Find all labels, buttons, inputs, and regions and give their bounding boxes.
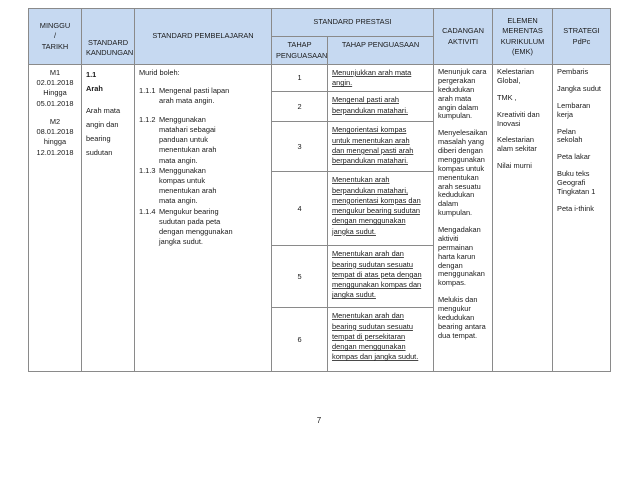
level-number: 6 — [272, 308, 328, 372]
sk-title: Arah — [86, 84, 103, 94]
header-tahap-penguasaan: TAHAP PENGUASAAN — [272, 37, 328, 65]
header-minggu: MINGGU / TARIKH — [29, 9, 82, 65]
level-description: Menentukan arah dan bearing sudutan sesuatu tempat di persekitaran dengan menggunakan kompas dan jangka sudut. — [328, 308, 434, 372]
level-description: Mengenal pasti arah berpandukan matahari. — [328, 92, 434, 122]
level-number: 2 — [272, 92, 328, 122]
level-number: 1 — [272, 65, 328, 92]
strategi-cell: Pembaris Jangka sudut Lembaran kerja Pelan sekolah Peta lakar Buku teks Geografi Tingkatan 1 Peta i-think — [553, 65, 611, 372]
level-description: Mengorientasi kompas untuk menentukan arah dan mengenal pasti arah berpandukan matahari. — [328, 122, 434, 172]
page-number: 7 — [316, 416, 322, 425]
level-description: Menunjukkan arah mata angin. — [328, 65, 434, 92]
lesson-plan-table — [28, 8, 611, 372]
sp-item: 1.1.1 Mengenal pasti lapan arah mata angin. — [139, 86, 230, 106]
cadangan-aktiviti-cell: Menunjuk cara pergerakan kedudukan arah mata angin dalam kumpulan. Menyelesaikan masalah yang diberi dengan menggunakan kompas untuk menentukan arah sesuatu kedudukan dalam kumpulan. Mengadakan aktiviti permainan harta karun dengan menggunakan kompas. Melukis dan mengukur kedudukan bearing antara dua tempat. — [434, 65, 493, 372]
level-number: 4 — [272, 172, 328, 246]
header-standard-prestasi: STANDARD PRESTASI — [272, 9, 434, 37]
level-number: 5 — [272, 246, 328, 308]
sp-item: 1.1.2 Menggunakan matahari sebagai panduan untuk menentukan arah mata angin. — [139, 114, 217, 165]
sp-item: 1.1.4 Mengukur bearing sudutan pada peta dengan menggunakan jangka sudut. — [139, 206, 233, 247]
level-number: 3 — [272, 122, 328, 172]
emk-cell: Kelestarian Global, TMK , Kreativiti dan Inovasi Kelestarian alam sekitar Nilai murni — [493, 65, 553, 372]
level-description: Menentukan arah berpandukan matahari, mengorientasi kompas dan mengukur bearing sudutan dengan menggunakan jangka sudut. — [328, 172, 434, 246]
standard-pembelajaran-cell — [135, 65, 272, 372]
header-tahap-penguasaan-desc: TAHAP PENGUASAAN — [328, 37, 434, 65]
minggu-tarikh-cell: M1 02.01.2018 Hingga 05.01.2018 M2 08.01.2018 hingga 12.01.2018 — [29, 65, 82, 372]
sp-intro: Murid boleh: — [139, 68, 180, 77]
header-cadangan-aktiviti: CADANGAN AKTIVITI — [434, 9, 493, 65]
sk-code: 1.1 — [86, 70, 97, 79]
level-description: Menentukan arah dan bearing sudutan sesuatu tempat di atas peta dengan menggunakan kompas dan jangka sudut. — [328, 246, 434, 308]
header-elemen-merentas-kurikulum: ELEMEN MERENTAS KURIKULUM (EMK) — [493, 9, 553, 65]
sp-item: 1.1.3 Menggunakan kompas untuk menentukan arah mata angin. — [139, 165, 217, 206]
header-standard-kandungan: STANDARD KANDUNGAN — [82, 9, 135, 65]
standard-kandungan-cell: 1.1 Arah Arah mata angin dan bearing sudutan — [82, 65, 135, 372]
header-standard-pembelajaran: STANDARD PEMBELAJARAN — [135, 9, 272, 65]
header-strategi-pdpc: STRATEGI PdPc — [553, 9, 611, 65]
